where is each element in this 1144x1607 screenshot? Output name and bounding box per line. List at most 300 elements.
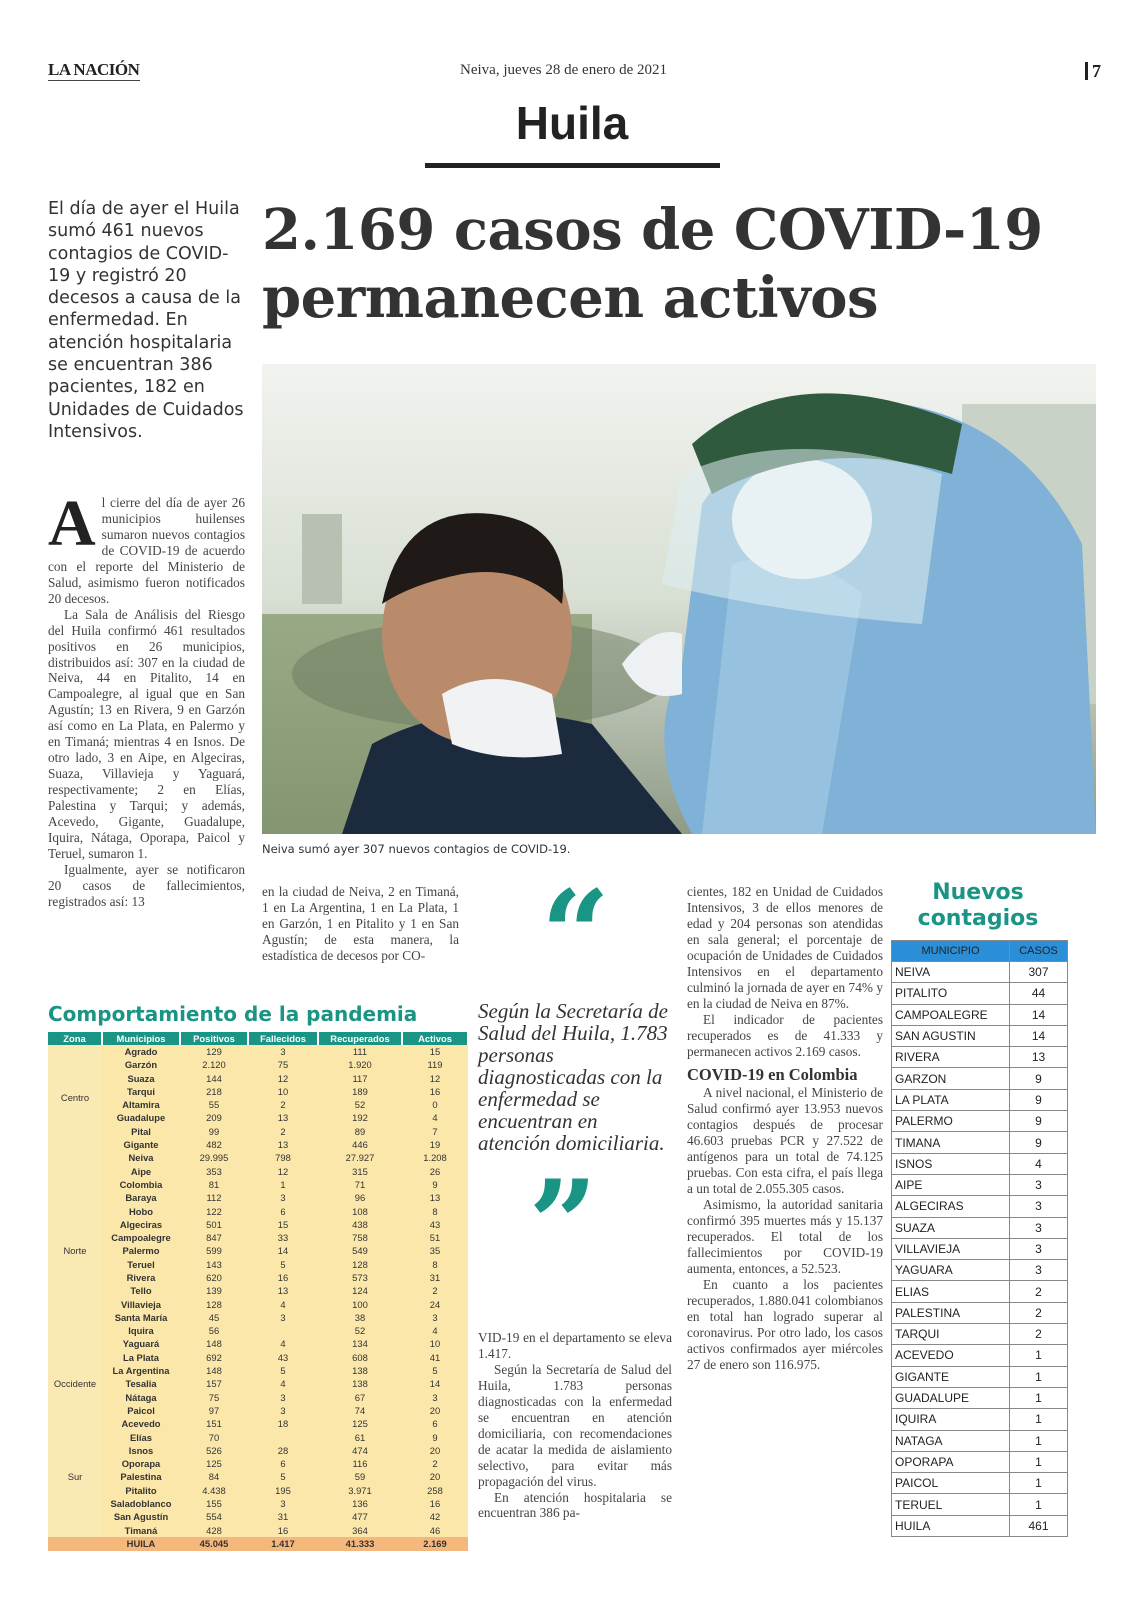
fallecidos-cell: 3 (248, 1391, 318, 1404)
table-row (48, 1271, 468, 1284)
fallecidos-cell: 3 (248, 1497, 318, 1510)
fallecidos-cell: 13 (248, 1112, 318, 1125)
paragraph: VID-19 en el departamento se eleva 1.417. (478, 1330, 672, 1361)
table-row (48, 1431, 468, 1444)
recuperados-cell: 189 (318, 1085, 402, 1098)
column-header: CASOS (1010, 941, 1068, 962)
municipality-cell: Baraya (102, 1192, 180, 1205)
table-header-row (892, 941, 1068, 962)
positivos-cell: 151 (180, 1418, 248, 1431)
activos-cell: 3 (402, 1311, 468, 1324)
pull-quote: Según la Secretaría de Salud del Huila, 1.783 personas diagnosticadas con la enfermedad se encuentran en atención domiciliaria. (478, 999, 668, 1155)
table-row (892, 1281, 1068, 1302)
pandemic-table-title: Comportamiento de la pandemia (48, 1002, 418, 1026)
table-row (892, 1387, 1068, 1408)
municipality-cell: YAGUARA (892, 1260, 1010, 1281)
recuperados-cell: 549 (318, 1245, 402, 1258)
positivos-cell: 148 (180, 1364, 248, 1377)
cases-cell: 9 (1010, 1068, 1068, 1089)
paragraph: En cuanto a los pacientes recuperados, 1.880.041 colombianos en total han logrado superar al coronavirus. Por otro lado, los casos activos confirmados ayer miércoles 27 de enero son 116.975. (687, 1276, 883, 1372)
municipality-cell: GUADALUPE (892, 1387, 1010, 1408)
municipality-cell: Pitalito (102, 1484, 180, 1497)
activos-cell: 16 (402, 1085, 468, 1098)
fallecidos-cell: 195 (248, 1484, 318, 1497)
activos-cell: 4 (402, 1112, 468, 1125)
positivos-cell: 97 (180, 1404, 248, 1417)
news-photo (262, 364, 1096, 834)
total-row (48, 1537, 468, 1550)
cases-cell: 461 (1010, 1515, 1068, 1536)
recuperados-cell: 124 (318, 1285, 402, 1298)
positivos-cell: 620 (180, 1271, 248, 1284)
activos-cell: 15 (402, 1045, 468, 1058)
positivos-cell: 155 (180, 1497, 248, 1510)
municipality-cell: Palestina (102, 1471, 180, 1484)
table-row (892, 1473, 1068, 1494)
activos-cell: 1.208 (402, 1152, 468, 1165)
activos-cell: 2 (402, 1458, 468, 1471)
municipality-cell: TIMANA (892, 1132, 1010, 1153)
municipality-cell: Campoalegre (102, 1231, 180, 1244)
recuperados-cell: 52 (318, 1098, 402, 1111)
cases-cell: 1 (1010, 1430, 1068, 1451)
column-header: Positivos (180, 1032, 248, 1045)
table-header-row (48, 1032, 468, 1045)
fallecidos-cell: 4 (248, 1378, 318, 1391)
activos-cell: 51 (402, 1231, 468, 1244)
positivos-cell: 139 (180, 1285, 248, 1298)
positivos-cell: 847 (180, 1231, 248, 1244)
recuperados-cell: 3.971 (318, 1484, 402, 1497)
dateline: Neiva, jueves 28 de enero de 2021 (460, 62, 668, 78)
paragraph: En atención hospitalaria se encuentran 386 pa- (478, 1489, 672, 1521)
table-row (48, 1218, 468, 1231)
table-row (48, 1245, 468, 1258)
table-row (892, 1260, 1068, 1281)
fallecidos-cell: 2 (248, 1098, 318, 1111)
table-row (48, 1418, 468, 1431)
column-header: Activos (402, 1032, 468, 1045)
zone-cell: Occidente (48, 1351, 102, 1417)
positivos-cell: 129 (180, 1045, 248, 1058)
table-row (48, 1258, 468, 1271)
recuperados-cell: 438 (318, 1218, 402, 1231)
table-row (892, 1196, 1068, 1217)
municipality-cell: Nátaga (102, 1391, 180, 1404)
table-row (892, 1174, 1068, 1195)
recuperados-cell: 446 (318, 1138, 402, 1151)
municipality-cell: PAICOL (892, 1473, 1010, 1494)
positivos-cell: 29.995 (180, 1152, 248, 1165)
positivos-cell: 157 (180, 1378, 248, 1391)
activos-cell: 6 (402, 1418, 468, 1431)
table-row (892, 1025, 1068, 1046)
positivos-cell: 148 (180, 1338, 248, 1351)
municipality-cell: AIPE (892, 1174, 1010, 1195)
activos-cell: 9 (402, 1178, 468, 1191)
article-column-3 (687, 884, 883, 1373)
table-row (48, 1311, 468, 1324)
activos-cell: 5 (402, 1364, 468, 1377)
cases-cell: 9 (1010, 1132, 1068, 1153)
positivos-cell: 692 (180, 1351, 248, 1364)
column-header: Fallecidos (248, 1032, 318, 1045)
municipality-cell: San Agustín (102, 1511, 180, 1524)
fallecidos-cell: 10 (248, 1085, 318, 1098)
recuperados-cell: 27.927 (318, 1152, 402, 1165)
activos-cell: 20 (402, 1444, 468, 1457)
fallecidos-cell: 4 (248, 1338, 318, 1351)
table-row (892, 1238, 1068, 1259)
activos-cell: 31 (402, 1271, 468, 1284)
municipality-cell: ELIAS (892, 1281, 1010, 1302)
municipality-cell: Aipe (102, 1165, 180, 1178)
fallecidos-cell: 13 (248, 1285, 318, 1298)
table-row (48, 1338, 468, 1351)
close-quote-icon: ” (528, 1154, 598, 1295)
fallecidos-cell: 16 (248, 1271, 318, 1284)
activos-cell: 24 (402, 1298, 468, 1311)
page-number: 7 (1085, 62, 1101, 80)
table-row (48, 1524, 468, 1537)
paragraph: A nivel nacional, el Ministerio de Salud confirmó ayer 13.953 nuevos contagios después de procesar 46.603 pruebas PCR y 27.522 de antígenos para un total de 74.125 pruebas. Con esta cifra, el país llega a un total de 2.055.305 casos. (687, 1085, 883, 1197)
table-row (892, 1451, 1068, 1472)
activos-cell: 8 (402, 1205, 468, 1218)
positivos-cell: 45.045 (180, 1537, 248, 1550)
activos-cell: 42 (402, 1511, 468, 1524)
cases-cell: 14 (1010, 1025, 1068, 1046)
activos-cell: 7 (402, 1125, 468, 1138)
municipality-cell: TERUEL (892, 1494, 1010, 1515)
recuperados-cell: 136 (318, 1497, 402, 1510)
fallecidos-cell: 3 (248, 1311, 318, 1324)
cases-cell: 1 (1010, 1387, 1068, 1408)
table-row (892, 1068, 1068, 1089)
activos-cell: 41 (402, 1351, 468, 1364)
recuperados-cell: 71 (318, 1178, 402, 1191)
paragraph: l cierre del día de ayer 26 municipios huilenses sumaron nuevos contagios de COVID-19 de acuerdo con el reporte del Ministerio de Salud, asimismo fueron notificados 20 decesos. (48, 495, 245, 606)
fallecidos-cell: 16 (248, 1524, 318, 1537)
recuperados-cell: 59 (318, 1471, 402, 1484)
table-row (48, 1045, 468, 1058)
table-row (48, 1112, 468, 1125)
recuperados-cell: 477 (318, 1511, 402, 1524)
positivos-cell: 143 (180, 1258, 248, 1271)
table-row (892, 1153, 1068, 1174)
positivos-cell: 70 (180, 1431, 248, 1444)
positivos-cell: 599 (180, 1245, 248, 1258)
positivos-cell: 428 (180, 1524, 248, 1537)
fallecidos-cell: 798 (248, 1152, 318, 1165)
photo-caption: Neiva sumó ayer 307 nuevos contagios de COVID-19. (262, 842, 571, 856)
drop-cap: A (48, 487, 96, 560)
table-row (892, 1324, 1068, 1345)
table-row (48, 1098, 468, 1111)
cases-cell: 13 (1010, 1047, 1068, 1068)
recuperados-cell: 117 (318, 1072, 402, 1085)
table-row (892, 1004, 1068, 1025)
table-row (892, 1302, 1068, 1323)
activos-cell: 20 (402, 1471, 468, 1484)
nurse-testing-photo (262, 364, 1096, 834)
paragraph: Igualmente, ayer se notificaron 20 casos de fallecimientos, registrados así: 13 (48, 861, 245, 909)
activos-cell: 14 (402, 1378, 468, 1391)
municipality-cell: ALGECIRAS (892, 1196, 1010, 1217)
table-row (48, 1178, 468, 1191)
municipality-cell: OPORAPA (892, 1451, 1010, 1472)
recuperados-cell: 100 (318, 1298, 402, 1311)
paragraph: Asimismo, la autoridad sanitaria confirmó 395 muertes más y 15.137 recuperados. El total de los fallecimientos por COVID-19 aumenta, entonces, a 52.523. (687, 1197, 883, 1276)
activos-cell: 4 (402, 1325, 468, 1338)
column-header: MUNICIPIO (892, 941, 1010, 962)
activos-cell: 46 (402, 1524, 468, 1537)
municipality-cell: SAN AGUSTIN (892, 1025, 1010, 1046)
recuperados-cell: 128 (318, 1258, 402, 1271)
headline: 2.169 casos de COVID-19 permanecen activos (262, 197, 1043, 331)
municipality-cell: Tesalia (102, 1378, 180, 1391)
table-row (892, 1366, 1068, 1387)
municipality-cell: Agrado (102, 1045, 180, 1058)
section-rule (425, 163, 720, 168)
activos-cell: 119 (402, 1059, 468, 1072)
recuperados-cell: 1.920 (318, 1059, 402, 1072)
municipality-cell: PALESTINA (892, 1302, 1010, 1323)
positivos-cell: 122 (180, 1205, 248, 1218)
fallecidos-cell: 6 (248, 1458, 318, 1471)
cases-cell: 9 (1010, 1089, 1068, 1110)
paragraph: Según la Secretaría de Salud del Huila, 1.783 personas diagnosticadas con la enfermedad se encuentran en atención domiciliaria, con recomendaciones de acatar la medida de aislamiento selectivo, para evitar más propagación del virus. (478, 1361, 672, 1489)
table-row (48, 1059, 468, 1072)
cases-cell: 1 (1010, 1366, 1068, 1387)
masthead: LA NACIÓN (48, 60, 140, 79)
municipality-cell: Rivera (102, 1271, 180, 1284)
positivos-cell: 209 (180, 1112, 248, 1125)
fallecidos-cell: 18 (248, 1418, 318, 1431)
municipality-cell: IQUIRA (892, 1409, 1010, 1430)
table-row (892, 1515, 1068, 1536)
table-row (48, 1497, 468, 1510)
fallecidos-cell: 15 (248, 1218, 318, 1231)
paragraph: cientes, 182 en Unidad de Cuidados Intensivos, 3 de ellos menores de edad y 204 personas son atendidas en sala general; el porcentaje de ocupación de Unidades de Cuidados Intensivos en el departamento culminó la jornada de ayer en 74% y en la ciudad de Neiva en 87%. (687, 884, 883, 1011)
activos-cell: 26 (402, 1165, 468, 1178)
table-row (48, 1511, 468, 1524)
table-row (48, 1205, 468, 1218)
recuperados-cell: 573 (318, 1271, 402, 1284)
municipality-cell: Tello (102, 1285, 180, 1298)
municipality-cell: Hobo (102, 1205, 180, 1218)
municipality-cell: ISNOS (892, 1153, 1010, 1174)
quote-open-wrap (478, 864, 673, 1005)
table-row (48, 1192, 468, 1205)
activos-cell: 2 (402, 1285, 468, 1298)
cases-cell: 1 (1010, 1345, 1068, 1366)
activos-cell: 20 (402, 1404, 468, 1417)
table-row (892, 1345, 1068, 1366)
municipality-cell: Palermo (102, 1245, 180, 1258)
fallecidos-cell: 3 (248, 1404, 318, 1417)
recuperados-cell: 38 (318, 1311, 402, 1324)
municipality-cell: TARQUI (892, 1324, 1010, 1345)
municipality-cell: Altamira (102, 1098, 180, 1111)
cases-cell: 3 (1010, 1238, 1068, 1259)
column-header: Zona (48, 1032, 102, 1045)
cases-cell: 9 (1010, 1111, 1068, 1132)
zone-cell: Sur (48, 1418, 102, 1538)
cases-cell: 3 (1010, 1217, 1068, 1238)
fallecidos-cell: 5 (248, 1471, 318, 1484)
municipality-cell: GARZON (892, 1068, 1010, 1089)
table-row (892, 1430, 1068, 1451)
municipality-cell: LA PLATA (892, 1089, 1010, 1110)
municipality-cell: Timaná (102, 1524, 180, 1537)
activos-cell: 43 (402, 1218, 468, 1231)
activos-cell: 9 (402, 1431, 468, 1444)
table-row (48, 1404, 468, 1417)
positivos-cell: 84 (180, 1471, 248, 1484)
fallecidos-cell: 2 (248, 1125, 318, 1138)
recuperados-cell: 108 (318, 1205, 402, 1218)
municipality-cell: RIVERA (892, 1047, 1010, 1068)
column-header: Municipios (102, 1032, 180, 1045)
table-row (48, 1471, 468, 1484)
municipality-cell: La Argentina (102, 1364, 180, 1377)
table-row (48, 1351, 468, 1364)
municipality-cell: Paicol (102, 1404, 180, 1417)
cases-cell: 3 (1010, 1174, 1068, 1195)
municipality-cell: Pital (102, 1125, 180, 1138)
table-row (48, 1285, 468, 1298)
table-row (48, 1364, 468, 1377)
quote-close-wrap (478, 1154, 648, 1295)
recuperados-cell: 364 (318, 1524, 402, 1537)
fallecidos-cell: 12 (248, 1165, 318, 1178)
fallecidos-cell: 5 (248, 1364, 318, 1377)
fallecidos-cell: 14 (248, 1245, 318, 1258)
article-column-2 (262, 884, 459, 964)
positivos-cell: 45 (180, 1311, 248, 1324)
positivos-cell: 99 (180, 1125, 248, 1138)
recuperados-cell: 125 (318, 1418, 402, 1431)
table-row (48, 1072, 468, 1085)
table-row (892, 1409, 1068, 1430)
cases-cell: 1 (1010, 1409, 1068, 1430)
recuperados-cell: 138 (318, 1378, 402, 1391)
municipality-cell: Gigante (102, 1138, 180, 1151)
fallecidos-cell: 43 (248, 1351, 318, 1364)
fallecidos-cell: 28 (248, 1444, 318, 1457)
pandemic-table (48, 1032, 469, 1551)
recuperados-cell: 96 (318, 1192, 402, 1205)
recuperados-cell: 192 (318, 1112, 402, 1125)
new-cases-title: Nuevos contagios (917, 880, 1039, 931)
zone-cell: Centro (48, 1045, 102, 1151)
activos-cell: 13 (402, 1192, 468, 1205)
cases-cell: 1 (1010, 1473, 1068, 1494)
zone-cell (48, 1537, 102, 1550)
municipality-cell: NEIVA (892, 962, 1010, 983)
paragraph: La Sala de Análisis del Riesgo del Huila confirmó 461 resultados positivos en 26 municipios, distribuidos así: 307 en la ciudad de Neiva, 44 en Pitalito, 14 en Campoalegre, al igual que en San Agustín; 13 en Rivera, 9 en Garzón así como en La Plata, en Palermo y en Timaná; mientras 4 en Isnos. De otro lado, 3 en Aipe, en Algeciras, Suaza, Villavieja y Yaguará, respectivamente; 2 en Elías, Palestina y Tarqui; y además, Acevedo, Gigante, Guadalupe, Iquira, Nátaga, Oporapa, Paicol y Teruel, sumaron 1. (48, 606, 245, 861)
municipality-cell: Yaguará (102, 1338, 180, 1351)
table-row (48, 1138, 468, 1151)
municipality-cell: Oporapa (102, 1458, 180, 1471)
municipality-cell: CAMPOALEGRE (892, 1004, 1010, 1025)
municipality-cell: Tarqui (102, 1085, 180, 1098)
municipality-cell: Teruel (102, 1258, 180, 1271)
municipality-cell: HUILA (102, 1537, 180, 1550)
fallecidos-cell: 5 (248, 1258, 318, 1271)
table-row (48, 1165, 468, 1178)
positivos-cell: 353 (180, 1165, 248, 1178)
new-cases-table (891, 940, 1068, 1537)
positivos-cell: 526 (180, 1444, 248, 1457)
recuperados-cell: 474 (318, 1444, 402, 1457)
positivos-cell: 144 (180, 1072, 248, 1085)
activos-cell: 258 (402, 1484, 468, 1497)
lead-summary: El día de ayer el Huila sumó 461 nuevos contagios de COVID-19 y registró 20 decesos a causa de la enfermedad. En atención hospitalaria se encuentran 386 pacientes, 182 en Unidades de Cuidados Intensivos. (48, 199, 244, 442)
activos-cell: 2.169 (402, 1537, 468, 1550)
municipality-cell: VILLAVIEJA (892, 1238, 1010, 1259)
fallecidos-cell: 1.417 (248, 1537, 318, 1550)
municipality-cell: ACEVEDO (892, 1345, 1010, 1366)
municipality-cell: Acevedo (102, 1418, 180, 1431)
zone-cell: Norte (48, 1152, 102, 1351)
activos-cell: 12 (402, 1072, 468, 1085)
fallecidos-cell (248, 1325, 318, 1338)
recuperados-cell: 758 (318, 1231, 402, 1244)
recuperados-cell: 134 (318, 1338, 402, 1351)
municipality-cell: Santa María (102, 1311, 180, 1324)
positivos-cell: 554 (180, 1511, 248, 1524)
municipality-cell: Neiva (102, 1152, 180, 1165)
table-row (48, 1484, 468, 1497)
activos-cell: 0 (402, 1098, 468, 1111)
fallecidos-cell: 12 (248, 1072, 318, 1085)
paragraph: El indicador de pacientes recuperados es de 41.333 y permanecen activos 2.169 casos. (687, 1011, 883, 1059)
positivos-cell: 4.438 (180, 1484, 248, 1497)
cases-cell: 44 (1010, 983, 1068, 1004)
column-header: Recuperados (318, 1032, 402, 1045)
recuperados-cell: 67 (318, 1391, 402, 1404)
cases-cell: 2 (1010, 1324, 1068, 1345)
positivos-cell: 125 (180, 1458, 248, 1471)
activos-cell: 19 (402, 1138, 468, 1151)
cases-cell: 14 (1010, 1004, 1068, 1025)
table-row (48, 1378, 468, 1391)
recuperados-cell: 315 (318, 1165, 402, 1178)
table-row (892, 1089, 1068, 1110)
table-row (48, 1458, 468, 1471)
cases-cell: 1 (1010, 1451, 1068, 1472)
table-row (48, 1231, 468, 1244)
municipality-cell: Suaza (102, 1072, 180, 1085)
municipality-cell: Garzón (102, 1059, 180, 1072)
table-row (48, 1444, 468, 1457)
municipality-cell: HUILA (892, 1515, 1010, 1536)
positivos-cell: 75 (180, 1391, 248, 1404)
subheading: COVID-19 en Colombia (687, 1065, 858, 1085)
activos-cell: 16 (402, 1497, 468, 1510)
paragraph: en la ciudad de Neiva, 2 en Timaná, 1 en La Argentina, 1 en La Plata, 1 en Garzón, 1 en Pitalito y 1 en San Agustín; de esta manera, la estadística de decesos por CO- (262, 884, 459, 963)
section-title: Huila (515, 97, 629, 149)
table-row (892, 1047, 1068, 1068)
fallecidos-cell: 4 (248, 1298, 318, 1311)
table-row (48, 1325, 468, 1338)
municipality-cell: PALERMO (892, 1111, 1010, 1132)
table-row (892, 1132, 1068, 1153)
fallecidos-cell: 75 (248, 1059, 318, 1072)
positivos-cell: 2.120 (180, 1059, 248, 1072)
article-column-2b (478, 1330, 672, 1521)
